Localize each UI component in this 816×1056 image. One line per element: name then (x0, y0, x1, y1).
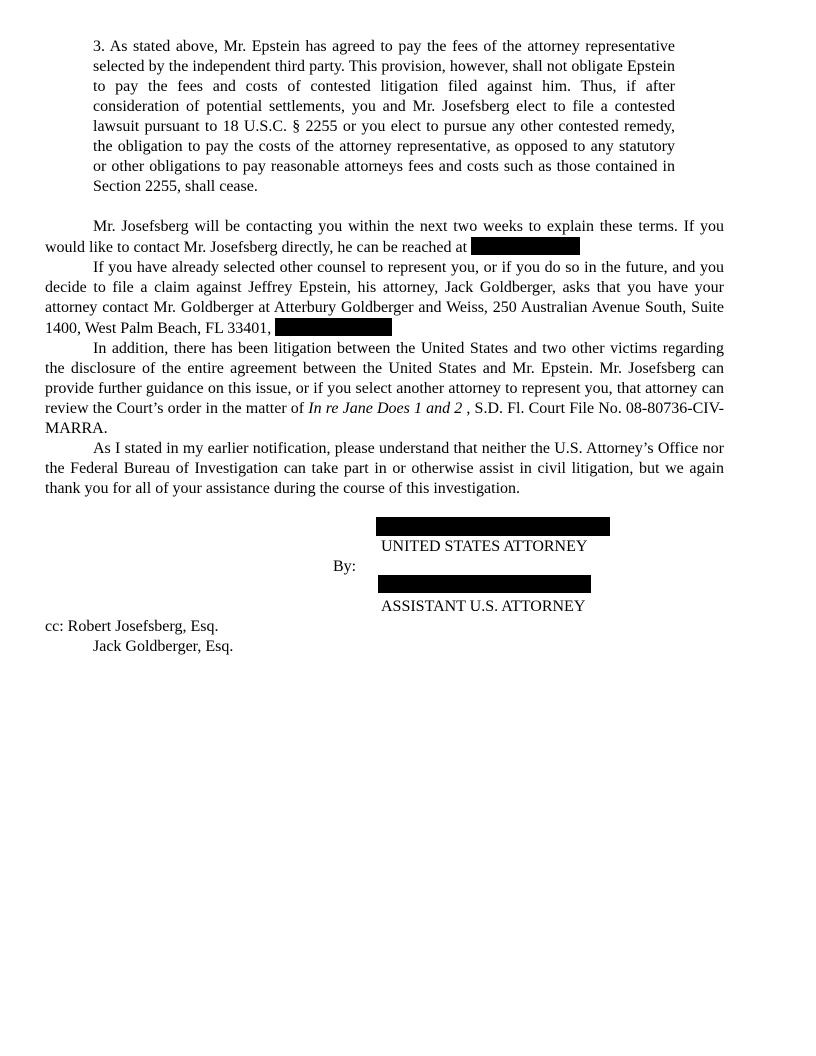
counsel-paragraph-text: If you have already selected other counsel to represent you, or if you do so in the future, and you decide to file a claim against Jeffrey Epstein, his attorney, Jack Goldberger, asks that you have your attorney contact Mr. Goldberger at Atterbury Goldberger and Weiss, 250 Australian Avenue South, Suite 1400, West Palm Beach, FL 33401, (45, 259, 724, 337)
litigation-text-after: , S.D. Fl. Court File No. 08-80736-CIV-MARRA. (45, 400, 725, 437)
litigation-paragraph (45, 339, 724, 439)
us-attorney-title: UNITED STATES ATTORNEY (381, 538, 588, 555)
assistant-attorney-title: ASSISTANT U.S. ATTORNEY (381, 598, 586, 615)
numbered-item-3: 3. As stated above, Mr. Epstein has agreed to pay the fees of the attorney representative selected by the independent third party. This provision, however, shall not obligate Epstein to pay the fees and costs of contested litigation filed against him. Thus, if after consideration of potential settlements, you and Mr. Josefsberg elect to file a contested lawsuit pursuant to 18 U.S.C. § 2255 or you elect to pursue any other contested remedy, the obligation to pay the costs of the attorney representative, as opposed to any statutory or other obligations to pay reasonable attorneys fees and costs such as those contained in Section 2255, shall cease. (93, 38, 675, 195)
cc-line-goldberger: Jack Goldberger, Esq. (93, 638, 234, 655)
redacted-phone-goldberger (275, 318, 392, 336)
letter-body (45, 217, 724, 499)
redacted-signature-us-attorney (376, 517, 610, 536)
case-name: In re Jane Does 1 and 2 (308, 400, 463, 417)
redacted-signature-assistant (378, 575, 591, 593)
by-label: By: (333, 558, 357, 575)
litigation-text-before: In addition, there has been litigation between the United States and two other victims regarding the disclosure of the entire agreement between the United States and Mr. Epstein. Mr. Josefsberg can provide further guidance on this issue, or if you select another attorney to represent you, that attorney can review the Court’s order in the matter of (45, 340, 724, 417)
redacted-phone-josefsberg (471, 237, 580, 255)
counsel-paragraph (45, 258, 724, 339)
contact-paragraph-text: Mr. Josefsberg will be contacting you within the next two weeks to explain these terms. If you would like to contact Mr. Josefsberg directly, he can be reached at (45, 218, 724, 256)
contact-paragraph (45, 217, 724, 258)
cc-line-josefsberg: cc: Robert Josefsberg, Esq. (45, 618, 219, 635)
closing-paragraph: As I stated in my earlier notification, please understand that neither the U.S. Attorney’s Office nor the Federal Bureau of Investigation can take part in or otherwise assist in civil litigation, but we again thank you for all of your assistance during the course of this investigation. (45, 440, 724, 497)
